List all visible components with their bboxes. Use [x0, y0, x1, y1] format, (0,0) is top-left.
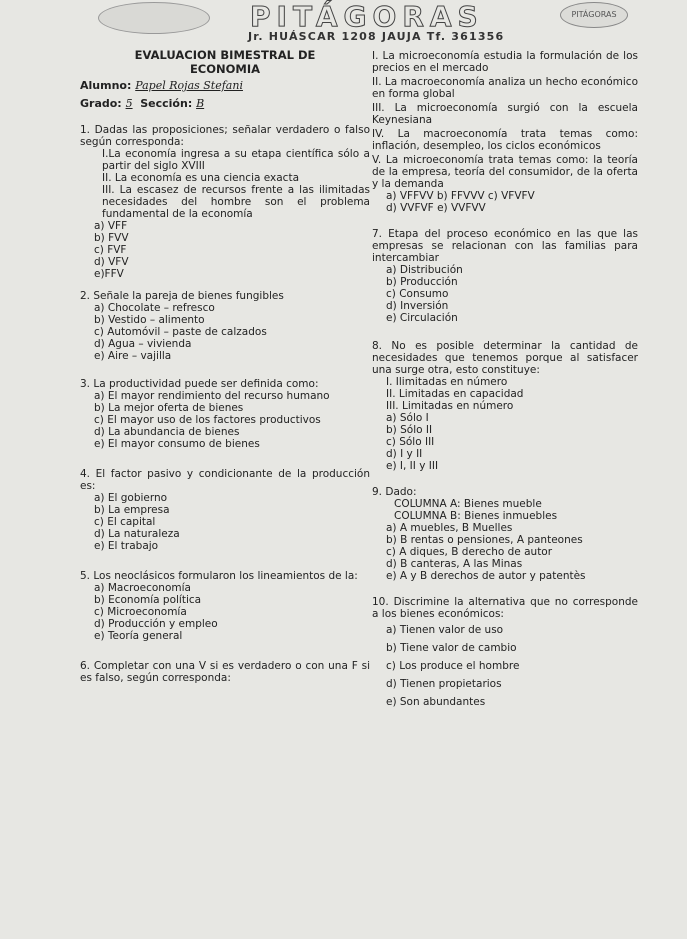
option: e) Teoría general [94, 630, 183, 642]
option: b) Sólo II [386, 424, 433, 436]
option: c) Sólo III [386, 436, 435, 448]
alumno-value: Papel Rojas Stefani [135, 79, 243, 92]
option: a) Chocolate – refresco [94, 302, 215, 314]
statement: III. Limitadas en número [386, 400, 514, 412]
option: c) Microeconomía [94, 606, 187, 618]
seccion-label: Sección: [140, 97, 193, 110]
question-1 [80, 124, 370, 280]
option: a) Macroeconomía [94, 582, 191, 594]
option: a) Tienen valor de uso [386, 624, 504, 636]
doc-title: EVALUACION BIMESTRAL DE [134, 48, 316, 62]
option: b) Vestido – alimento [94, 314, 205, 326]
question-text: 5. Los neoclásicos formularon los lineamientos de la: [80, 570, 358, 582]
option: d) Agua – vivienda [94, 338, 192, 350]
option: c) El capital [94, 516, 156, 528]
left-column [80, 48, 370, 684]
statement: III. La microeconomía surgió con la escuela Keynesiana [372, 102, 638, 126]
question-5 [80, 570, 370, 642]
question-text: 6. Completar con una V si es verdadero o con una F si es falso, según corresponda: [80, 660, 370, 684]
grado-label: Grado: [80, 97, 122, 110]
question-8 [372, 340, 638, 472]
question-6 [80, 660, 370, 684]
option: a) Sólo I [386, 412, 429, 424]
option: d) Inversión [386, 300, 449, 312]
column-line: COLUMNA A: Bienes mueble [394, 498, 542, 510]
option: b) La empresa [94, 504, 170, 516]
address: Jr. HUÁSCAR 1208 JAUJA Tf. 361356 [248, 30, 505, 43]
right-column [372, 48, 638, 708]
question-7 [372, 228, 638, 324]
option: e) El trabajo [94, 540, 159, 552]
option: d) VFV [94, 256, 129, 268]
option: a) El mayor rendimiento del recurso humano [94, 390, 330, 402]
brand-title: PITÁGORAS [250, 0, 484, 33]
option: b) Economía política [94, 594, 202, 606]
question-text: 9. Dado: [372, 486, 417, 498]
header [0, 0, 687, 44]
option: a) Distribución [386, 264, 463, 276]
option: c) A diques, B derecho de autor [386, 546, 553, 558]
alumno-field [80, 80, 370, 92]
statement: V. La microeconomía trata temas como: la teoría de la empresa, teoría del consumidor, de la oferta y la demanda [372, 154, 638, 190]
option: e)FFV [94, 268, 124, 280]
option: b) FVV [94, 232, 129, 244]
question-text: 4. El factor pasivo y condicionante de la producción es: [80, 468, 370, 492]
question-4 [80, 468, 370, 552]
option: c) Los produce el hombre [386, 660, 520, 672]
option: b) La mejor oferta de bienes [94, 402, 244, 414]
statement: III. La escasez de recursos frente a las ilimitadas necesidades del hombre son el problema fundamental de la economía [102, 184, 370, 220]
alumno-label: Alumno: [80, 79, 132, 92]
option: d) Tienen propietarios [386, 678, 502, 690]
question-text: 7. Etapa del proceso económico en las que las empresas se relacionan con las familias para intercambiar [372, 228, 638, 264]
statement: II. La economía es una ciencia exacta [102, 172, 300, 184]
statement: IV. La macroeconomía trata temas como: inflación, desempleo, los ciclos económicos [372, 128, 638, 152]
option: e) Son abundantes [386, 696, 486, 708]
column-line: COLUMNA B: Bienes inmuebles [394, 510, 558, 522]
option: a) A muebles, B Muelles [386, 522, 513, 534]
option: c) FVF [94, 244, 127, 256]
grado-field [80, 98, 370, 110]
option: b) B rentas o pensiones, A panteones [386, 534, 583, 546]
option: d) La naturaleza [94, 528, 180, 540]
option: a) El gobierno [94, 492, 168, 504]
question-3 [80, 378, 370, 450]
option: d) Producción y empleo [94, 618, 218, 630]
school-logo-right: PITÁGORAS [560, 2, 628, 28]
option: e) El mayor consumo de bienes [94, 438, 260, 450]
option: b) Producción [386, 276, 458, 288]
school-logo-left [98, 2, 210, 34]
statement: I. Ilimitadas en número [386, 376, 508, 388]
question-text: 8. No es posible determinar la cantidad de necesidades que tenemos porque al satisfacer una surge otra, esto constituye: [372, 340, 638, 376]
option: a) VFF [94, 220, 128, 232]
option: d) B canteras, A las Minas [386, 558, 523, 570]
question-text: 3. La productividad puede ser definida como: [80, 378, 319, 390]
option: d) I y II [386, 448, 423, 460]
option: e) I, II y III [386, 460, 439, 472]
option: d) La abundancia de bienes [94, 426, 240, 438]
option-line: d) VVFVF e) VVFVV [386, 202, 486, 214]
option: e) A y B derechos de autor y patentès [386, 570, 586, 582]
statement: II. La macroeconomía analiza un hecho económico en forma global [372, 76, 638, 100]
option: e) Aire – vajilla [94, 350, 172, 362]
doc-subtitle: ECONOMIA [189, 62, 261, 76]
question-text: 2. Señale la pareja de bienes fungibles [80, 290, 284, 302]
question-9 [372, 486, 638, 582]
grado-value: 5 [125, 97, 133, 110]
question-2 [80, 290, 370, 362]
option: e) Circulación [386, 312, 458, 324]
statement: II. Limitadas en capacidad [386, 388, 524, 400]
q6-statements [372, 50, 638, 214]
option: c) Consumo [386, 288, 449, 300]
option: c) Automóvil – paste de calzados [94, 326, 267, 338]
option: c) El mayor uso de los factores productivos [94, 414, 321, 426]
question-text: 1. Dadas las proposiciones; señalar verdadero o falso según corresponda: [80, 124, 370, 148]
question-10 [372, 596, 638, 708]
seccion-value: B [196, 97, 205, 110]
statement: I.La economía ingresa a su etapa científica sólo a partir del siglo XVIII [102, 148, 370, 172]
statement: I. La microeconomía estudia la formulación de los precios en el mercado [372, 50, 638, 74]
option: b) Tiene valor de cambio [386, 642, 517, 654]
option-line: a) VFFVV b) FFVVV c) VFVFV [386, 190, 535, 202]
question-text: 10. Discrimine la alternativa que no corresponde a los bienes económicos: [372, 596, 638, 620]
